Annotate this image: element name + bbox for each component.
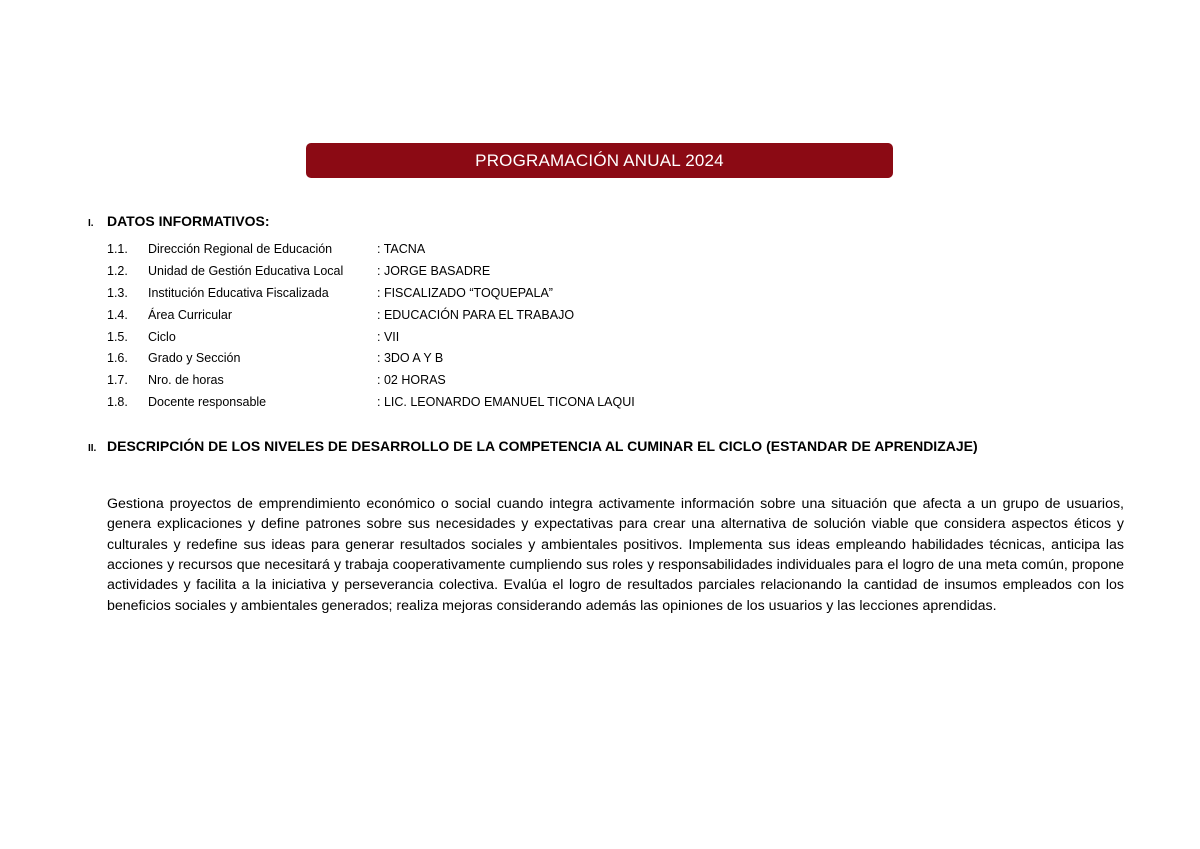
info-row-direccion-regional [107,238,807,260]
info-row-ugel [107,260,807,282]
info-row-label: Grado y Sección [148,351,241,366]
section-heading-datos-informativos [88,213,270,229]
info-row-label: Dirección Regional de Educación [148,241,333,256]
info-row-value: : TACNA [377,241,426,256]
section-title: DATOS INFORMATIVOS: [107,213,270,229]
info-row-label: Docente responsable [148,395,267,410]
info-row-area-curricular [107,304,807,326]
info-row-label: Ciclo [148,329,176,344]
section-title: DESCRIPCIÓN DE LOS NIVELES DE DESARROLLO DE LA COMPETENCIA AL CUMINAR EL CICLO (ESTANDAR DE APRENDIZAJE) [107,438,978,454]
info-row-number: 1.2. [107,263,128,278]
title-banner [306,143,893,178]
info-list [107,238,807,413]
info-row-label: Unidad de Gestión Educativa Local [148,263,344,278]
info-row-label: Institución Educativa Fiscalizada [148,285,329,300]
info-row-value: : 02 HORAS [377,373,446,388]
info-row-number: 1.6. [107,351,128,366]
info-row-grado-seccion [107,347,807,369]
section-heading-descripcion [88,438,978,454]
info-row-number: 1.4. [107,307,128,322]
info-row-number: 1.7. [107,373,128,388]
info-row-value: : VII [377,329,400,344]
info-row-number: 1.8. [107,395,128,410]
info-row-value: : EDUCACIÓN PARA EL TRABAJO [377,307,575,322]
section-number: I. [88,218,94,229]
page-title: PROGRAMACIÓN ANUAL 2024 [475,150,724,170]
info-row-value: : FISCALIZADO “TOQUEPALA” [377,285,553,300]
info-row-number: 1.5. [107,329,128,344]
info-row-label: Nro. de horas [148,373,224,388]
info-row-number: 1.3. [107,285,128,300]
info-row-value: : 3DO A Y B [377,351,444,366]
info-row-ciclo [107,326,807,348]
info-row-docente [107,391,807,413]
info-row-horas [107,369,807,391]
info-row-number: 1.1. [107,241,128,256]
info-row-value: : JORGE BASADRE [377,263,491,278]
competency-description: Gestiona proyectos de emprendimiento económico o social cuando integra activamente información sobre una situación que afecta a un grupo de usuarios, genera explicaciones y define patrones sobre sus necesidades y expectativas para crear una alternativa de solución viable que considera aspectos éticos y culturales y redefine sus ideas para generar resultados sociales y ambientales positivos. Implementa sus ideas empleando habilidades técnicas, anticipa las acciones y recursos que necesitará y trabaja cooperativamente cumpliendo sus roles y responsabilidades individuales para el logro de una meta común, propone actividades y facilita a la iniciativa y perseverancia colectiva. Evalúa el logro de resultados parciales relacionando la cantidad de insumos empleados con los beneficios sociales y ambientales generados; realiza mejoras considerando además las opiniones de los usuarios y las lecciones aprendidas. [107,496,1124,614]
info-row-value: : LIC. LEONARDO EMANUEL TICONA LAQUI [377,395,635,410]
section-number: II. [88,443,97,454]
info-row-institucion [107,282,807,304]
info-row-label: Área Curricular [148,307,233,322]
